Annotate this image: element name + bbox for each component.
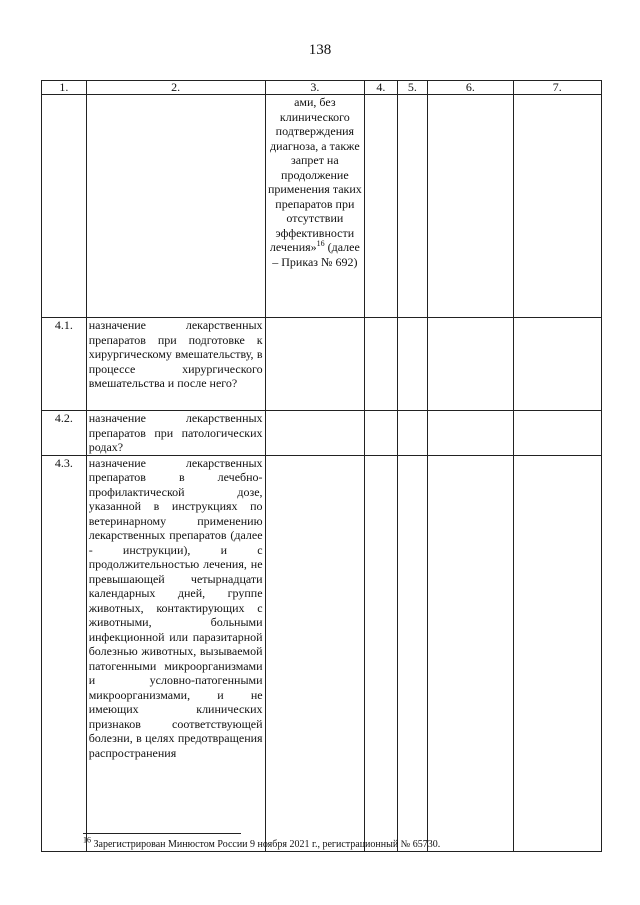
legal-reference-cell: [265, 411, 365, 456]
table-row: [42, 411, 602, 456]
answer-cell-yes: [365, 455, 398, 851]
footnote-ref: 16: [316, 239, 325, 248]
legal-reference-cell: [265, 455, 365, 851]
table-row: [42, 95, 602, 318]
column-header: 1.: [42, 81, 87, 95]
column-header: 5.: [397, 81, 427, 95]
answer-cell-no: [397, 318, 427, 411]
question-cell: назначение лекарственных препаратов при подготовке к хирургическому вмешательству, в процессе хирургического вмешательства и после него?: [86, 318, 265, 411]
table-row: [42, 455, 602, 851]
checklist-table: [41, 80, 602, 852]
answer-cell-na: [428, 455, 513, 851]
answer-cell-na: [428, 411, 513, 456]
footnote-text: Зарегистрирован Минюстом России 9 ноября 2021 г., регистрационный № 65730.: [91, 839, 441, 850]
column-header: 7.: [513, 81, 601, 95]
question-cell: [86, 95, 265, 318]
note-cell: [513, 95, 601, 318]
answer-cell-yes: [365, 318, 398, 411]
page-number: 138: [308, 42, 332, 58]
legal-reference-cell: [265, 95, 365, 318]
legal-reference-text: ами, без клинического подтверждения диагноза, а также запрет на продолжение применения таких препаратов при отсутствии эффективности лечения»: [267, 95, 362, 254]
answer-cell-yes: [365, 411, 398, 456]
answer-cell-no: [397, 411, 427, 456]
column-header: 4.: [365, 81, 398, 95]
column-header: 6.: [428, 81, 513, 95]
column-header: 2.: [86, 81, 265, 95]
row-number-cell: 4.1.: [42, 318, 87, 411]
answer-cell-yes: [365, 95, 398, 318]
footnote-marker: 16: [83, 835, 91, 845]
answer-cell-na: [428, 318, 513, 411]
question-cell: назначение лекарственных препаратов при патологических родах?: [86, 411, 265, 456]
table-row: [42, 318, 602, 411]
footnote-divider: [83, 833, 241, 834]
note-cell: [513, 411, 601, 456]
column-header: 3.: [265, 81, 365, 95]
legal-reference-cell: [265, 318, 365, 411]
row-number-cell: 4.2.: [42, 411, 87, 456]
footnote: [83, 835, 603, 851]
answer-cell-na: [428, 95, 513, 318]
row-number-cell: [42, 95, 87, 318]
legal-reference-tail: (далее – Приказ № 692): [272, 240, 360, 269]
question-cell: назначение лекарственных препаратов в лечебно-профилактической дозе, указанной в инструкциях по ветеринарному применению лекарственных препаратов (далее - инструкции), и с продолжительностью лечения, не превышающей четырнадцати календарных дней, группе животных, контактирующих с животными, больными инфекционной или паразитарной болезнью животных, вызываемой патогенными микроорганизмами и условно-патогенными микроорганизмами, и не имеющих клинических признаков соответствующей болезни, в целях предотвращения распространения: [86, 455, 265, 851]
note-cell: [513, 455, 601, 851]
answer-cell-no: [397, 95, 427, 318]
table-header-row: [42, 81, 602, 95]
answer-cell-no: [397, 455, 427, 851]
row-number-cell: 4.3.: [42, 455, 87, 851]
note-cell: [513, 318, 601, 411]
